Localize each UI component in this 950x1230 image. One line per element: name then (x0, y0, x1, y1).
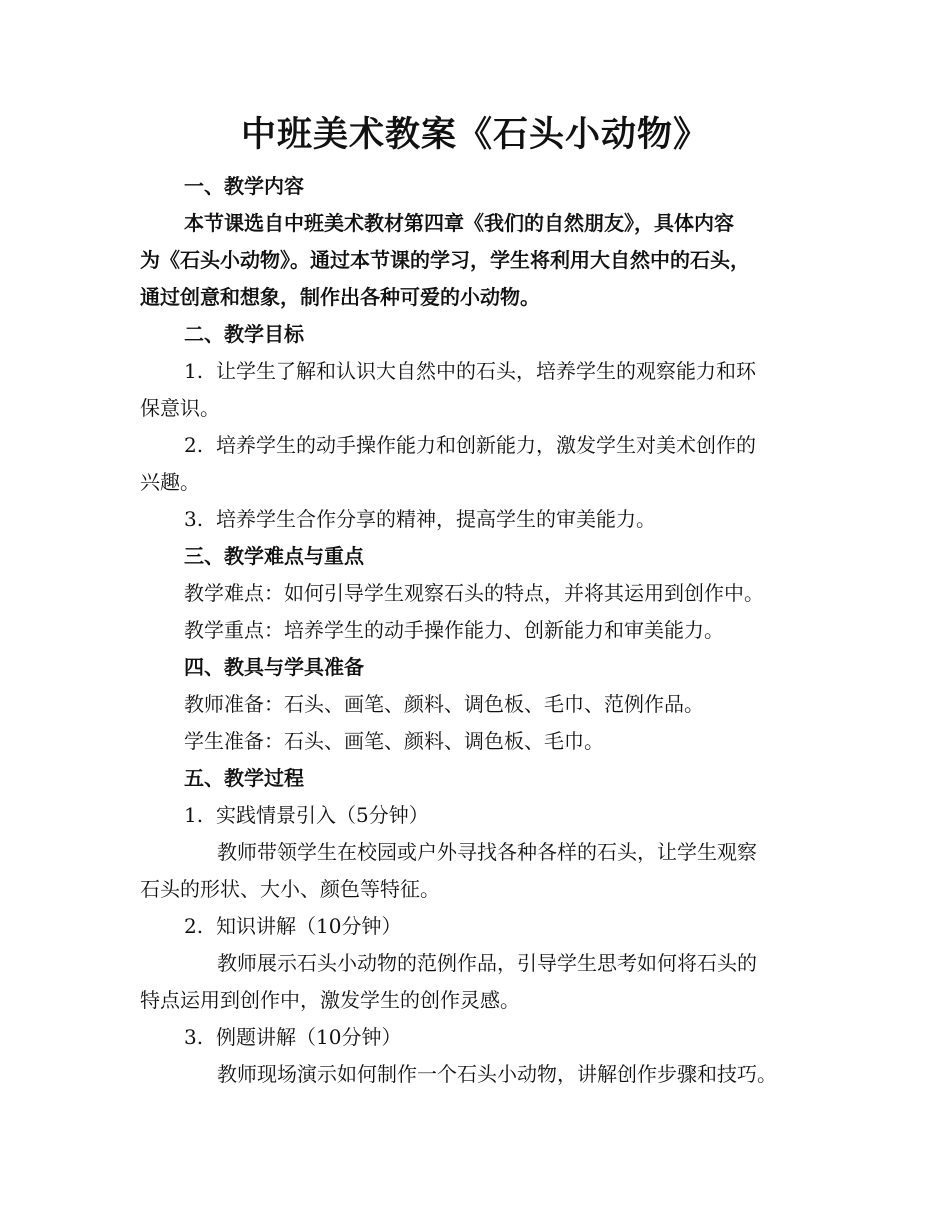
step-title: 知识讲解（10分钟） (216, 914, 402, 938)
step-text-line: 教师展示石头小动物的范例作品，引导学生思考如何将石头的 (217, 951, 757, 975)
page-title: 中班美术教案《石头小动物》 (240, 114, 709, 155)
step-title: 实践情景引入（5分钟） (216, 803, 429, 827)
paragraph-line: 为《石头小动物》。通过本节课的学习，学生将利用大自然中的石头， (140, 248, 750, 272)
step-number: 2. (184, 914, 204, 938)
list-item-line (140, 427, 820, 464)
list-item-line (140, 501, 820, 538)
step-text-continuation: 石头的形状、大小、颜色等特征。 (140, 877, 440, 901)
section-heading-content: 一、教学内容 (184, 174, 304, 198)
list-text: 培养学生的动手操作能力和创新能力，激发学生对美术创作的 (216, 433, 756, 457)
paragraph-line: 通过创意和想象，制作出各种可爱的小动物。 (140, 285, 540, 309)
section-heading-goals: 二、教学目标 (184, 322, 304, 346)
document-body (140, 168, 820, 1093)
step-text-continuation: 特点运用到创作中，激发学生的创作灵感。 (140, 988, 520, 1012)
paragraph-line: 本节课选自中班美术教材第四章《我们的自然朋友》，具体内容 (184, 211, 734, 235)
step-number: 1. (184, 803, 204, 827)
step-text-line: 教师带领学生在校园或户外寻找各种各样的石头，让学生观察 (217, 840, 757, 864)
paragraph-line: 教学重点：培养学生的动手操作能力、创新能力和审美能力。 (184, 618, 724, 642)
list-item-line (140, 353, 820, 390)
section-heading-difficulties: 三、教学难点与重点 (184, 544, 364, 568)
step-title-line (140, 1019, 820, 1056)
list-item-continuation: 保意识。 (140, 396, 220, 420)
list-number: 3. (184, 507, 204, 531)
list-item-continuation: 兴趣。 (140, 470, 200, 494)
list-number: 2. (184, 433, 204, 457)
paragraph-line: 教学难点：如何引导学生观察石头的特点，并将其运用到创作中。 (184, 581, 764, 605)
list-text: 培养学生合作分享的精神，提高学生的审美能力。 (216, 507, 656, 531)
step-number: 3. (184, 1025, 204, 1049)
list-text: 让学生了解和认识大自然中的石头，培养学生的观察能力和环 (216, 359, 756, 383)
step-text-line: 教师现场演示如何制作一个石头小动物，讲解创作步骤和技巧。 (217, 1062, 777, 1086)
paragraph-line: 教师准备：石头、画笔、颜料、调色板、毛巾、范例作品。 (184, 692, 704, 716)
list-number: 1. (184, 359, 204, 383)
section-heading-materials: 四、教具与学具准备 (184, 655, 364, 679)
step-title-line (140, 797, 820, 834)
paragraph-line: 学生准备：石头、画笔、颜料、调色板、毛巾。 (184, 729, 604, 753)
step-title-line (140, 908, 820, 945)
step-title: 例题讲解（10分钟） (216, 1025, 402, 1049)
section-heading-process: 五、教学过程 (184, 766, 304, 790)
